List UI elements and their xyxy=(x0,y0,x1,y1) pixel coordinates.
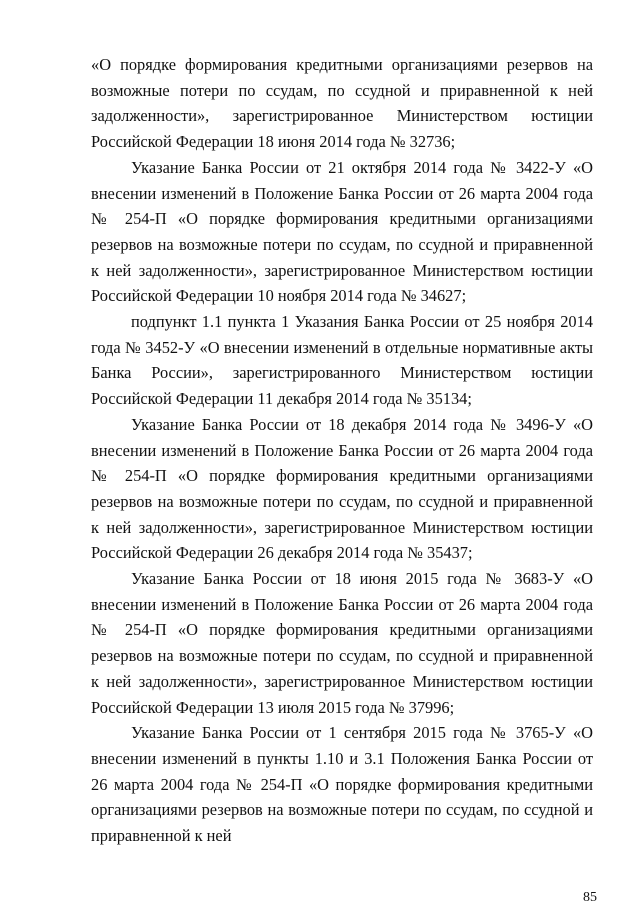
paragraph-instruction-3496u: Указание Банка России от 18 декабря 2014 года № 3496-У «О внесении изменений в Положение Банка России от 26 марта 2004 года № 254-П «О порядке формирования кредитными организациями резервов на возможные потери по ссудам, по ссудной и приравненной к ней задолженности», зарегистрированное Министерством юстиции Российской Федерации 26 декабря 2014 года № 35437; xyxy=(91,414,593,563)
paragraph-instruction-3683u: Указание Банка России от 18 июня 2015 года № 3683-У «О внесении изменений в Положение Банка России от 26 марта 2004 года № 254-П «О порядке формирования кредитными организациями резервов на возможные потери по ссудам, по ссудной и приравненной к ней задолженности», зарегистрированное Министерством юстиции Российской Федерации 13 июля 2015 года № 37996; xyxy=(91,569,593,717)
paragraph-instruction-3422u: Указание Банка России от 21 октября 2014 года № 3422-У «О внесении изменений в Положение Банка России от 26 марта 2004 года № 254-П «О порядке формирования кредитными организациями резервов на возможные потери по ссудам, по ссудной и приравненной к ней задолженности», зарегистрированное Министерством юстиции Российской Федерации 10 ноября 2014 года № 34627; xyxy=(91,157,593,306)
paragraph-instruction-3452u: подпункт 1.1 пункта 1 Указания Банка России от 25 ноября 2014 года № 3452-У «О внесении изменений в отдельные нормативные акты Банка России», зарегистрированного Министерством юстиции Российской Федерации 11 декабря 2014 года № 35134; xyxy=(91,312,593,409)
paragraph-instruction-3765u: Указание Банка России от 1 сентября 2015 года № 3765-У «О внесении изменений в пункты 1.10 и 3.1 Положения Банка России от 26 марта 2004 года № 254-П «О порядке формирования кредитными организациями резервов на возможные потери по ссудам, по ссудной и приравненной к ней xyxy=(91,723,593,846)
page-number: 85 xyxy=(583,891,597,905)
paragraph-continuation: «О порядке формирования кредитными организациями резервов на возможные потери по ссудам, по ссудной и приравненной к ней задолженности», зарегистрированное Министерством юстиции Российской Федерации 18 июня 2014 года № 32736; xyxy=(91,55,593,152)
document-body xyxy=(91,52,593,849)
